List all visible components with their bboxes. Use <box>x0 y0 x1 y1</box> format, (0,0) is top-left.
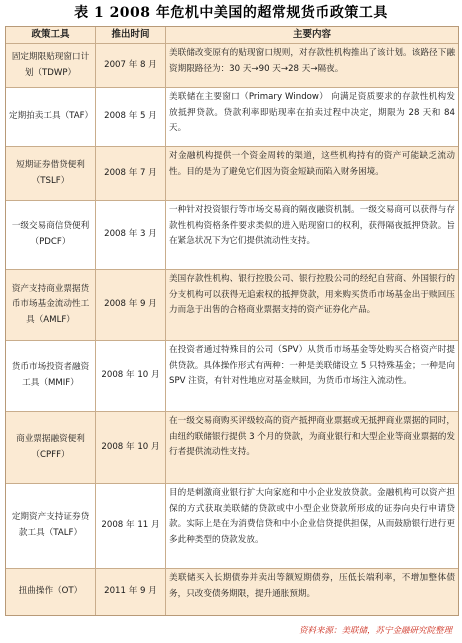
launch-date: 2008 年 10 月 <box>96 412 166 483</box>
table-row <box>6 412 458 484</box>
table-row <box>6 484 458 569</box>
table-row <box>6 147 458 201</box>
launch-date: 2008 年 9 月 <box>96 270 166 340</box>
source-note: 资料来源：美联储，苏宁金融研究院整理 <box>298 626 452 636</box>
table-row <box>6 569 458 615</box>
launch-date: 2008 年 10 月 <box>96 341 166 411</box>
main-content: 在投资者通过特殊目的公司（SPV）从货币市场基金等处购买合格资产时提供贷款。具体操作形式有两种：一种是美联储设立 5 只特殊基金；一种是向 SPV 注资，有针对性地应对基金赎回，为货币市场注入流动性。 <box>169 345 455 387</box>
main-content: 对金融机构提供一个资金周转的渠道，这些机构持有的资产可能缺乏流动性。目的是为了避免它们因为资金短缺而陷入财务困境。 <box>169 151 455 177</box>
policy-tools-table <box>5 26 459 616</box>
table-row <box>6 270 458 341</box>
tool-name: 一级交易商信贷便利（PDCF） <box>6 201 96 269</box>
launch-date: 2011 年 9 月 <box>96 569 166 615</box>
main-content: 美联储买入长期债券并卖出等额短期债券，压低长端利率，不增加整体债务，只改变债务期限，提升通胀预期。 <box>169 573 455 599</box>
launch-date: 2008 年 3 月 <box>96 201 166 269</box>
main-content: 在一级交易商购买评级较高的资产抵押商业票据或无抵押商业票据的同时，由纽约联储银行提供 3 个月的贷款，为商业银行和大型企业等商业票据的发行者提供流动性支持。 <box>169 416 455 458</box>
launch-date: 2008 年 7 月 <box>96 147 166 200</box>
main-content: 目的是刺激商业银行扩大向家庭和中小企业发放贷款。金融机构可以资产担保的方式获取美联储的贷款或中小型企业贷款所形成的证券向央行申请贷款。实际上是在为消费信贷和中小企业信贷提供担保，从而鼓励银行进行更多此种类型的贷款发放。 <box>169 488 455 545</box>
header-tool: 政策工具 <box>6 27 96 43</box>
main-content: 美联储在主要窗口（Primary Window） 向满足资质要求的存款性机构发放抵押贷款。贷款利率即贴现率在拍卖过程中决定，期限为 28 天和 84 天。 <box>169 92 455 134</box>
main-content: 美国存款性机构、银行控股公司、银行控股公司的经纪自营商、外国银行的分支机构可以获得无追索权的抵押贷款，用来购买货币市场基金出于赎回压力而急于出售的合格商业票据支持的资产证券化产品。 <box>169 274 455 316</box>
launch-date: 2008 年 5 月 <box>96 88 166 146</box>
launch-date: 2007 年 8 月 <box>96 44 166 87</box>
header-content: 主要内容 <box>292 29 331 40</box>
tool-name: 资产支持商业票据货币市场基金流动性工具（AMLF） <box>6 270 96 340</box>
main-content: 一种针对投资银行等市场交易商的隔夜融资机制。一级交易商可以获得与存款性机构资格条件要求类似的进入贴现窗口的权利，获得隔夜抵押贷款。旨在紧急状况下为它们提供流动性支持。 <box>169 205 455 247</box>
table-title: 表 1 2008 年危机中美国的超常规货币政策工具 <box>74 5 388 21</box>
table-row <box>6 201 458 270</box>
tool-name: 短期证券借贷便利（TSLF） <box>6 147 96 200</box>
table-row <box>6 44 458 88</box>
tool-name: 定期资产支持证券贷款工具（TALF） <box>6 484 96 568</box>
main-content: 美联储改变原有的贴现窗口规则，对存款性机构推出了该计划。该路径下融资期限路径为：30 天→90 天→28 天→隔夜。 <box>169 48 455 74</box>
tool-name: 固定期限贴现窗口计划（TDWP） <box>6 44 96 87</box>
table-row <box>6 88 458 147</box>
header-date: 推出时间 <box>96 27 166 43</box>
launch-date: 2008 年 11 月 <box>96 484 166 568</box>
table-header-row <box>6 27 458 44</box>
table-row <box>6 341 458 412</box>
tool-name: 定期拍卖工具（TAF） <box>6 88 96 146</box>
tool-name: 商业票据融资便利（CPFF） <box>6 412 96 483</box>
tool-name: 货币市场投资者融资工具（MMIF） <box>6 341 96 411</box>
tool-name: 扭曲操作（OT） <box>6 569 96 615</box>
